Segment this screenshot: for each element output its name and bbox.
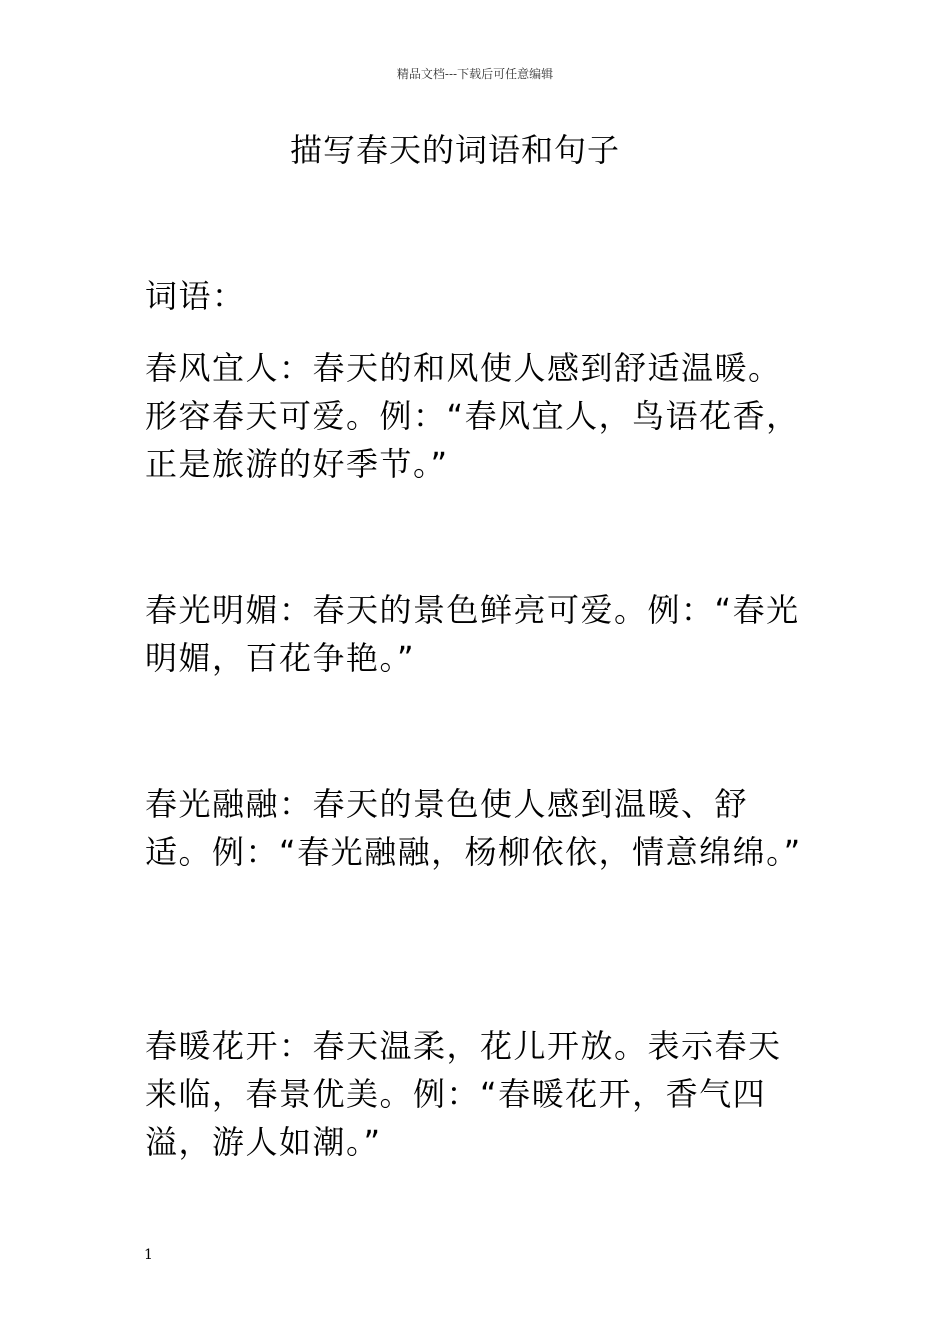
word-entry-chunguang-mingmei: 春光明媚：春天的景色鲜亮可爱。例：“春光明媚，百花争艳。” [145,591,800,677]
word-entry-chunfeng-yiren: 春风宜人：春天的和风使人感到舒适温暖。形容春天可爱。例：“春风宜人，鸟语花香，正是旅游的好季节。” [145,349,800,483]
word-entry-chunguang-rongrong: 春光融融：春天的景色使人感到温暖、舒适。例：“春光融融，杨柳依依，情意绵绵。” [145,785,802,871]
document-title: 描写春天的词语和句子 [289,131,620,169]
section-label-words: 词语： [145,277,246,315]
word-entry-chunnuan-huakai: 春暖花开：春天温柔，花儿开放。表示春天来临，春景优美。例：“春暖花开，香气四溢，游人如潮。” [145,1027,782,1161]
page-number: 1 [144,1247,153,1263]
page-header-note: 精品文档---下载后可任意编辑 [396,67,554,81]
